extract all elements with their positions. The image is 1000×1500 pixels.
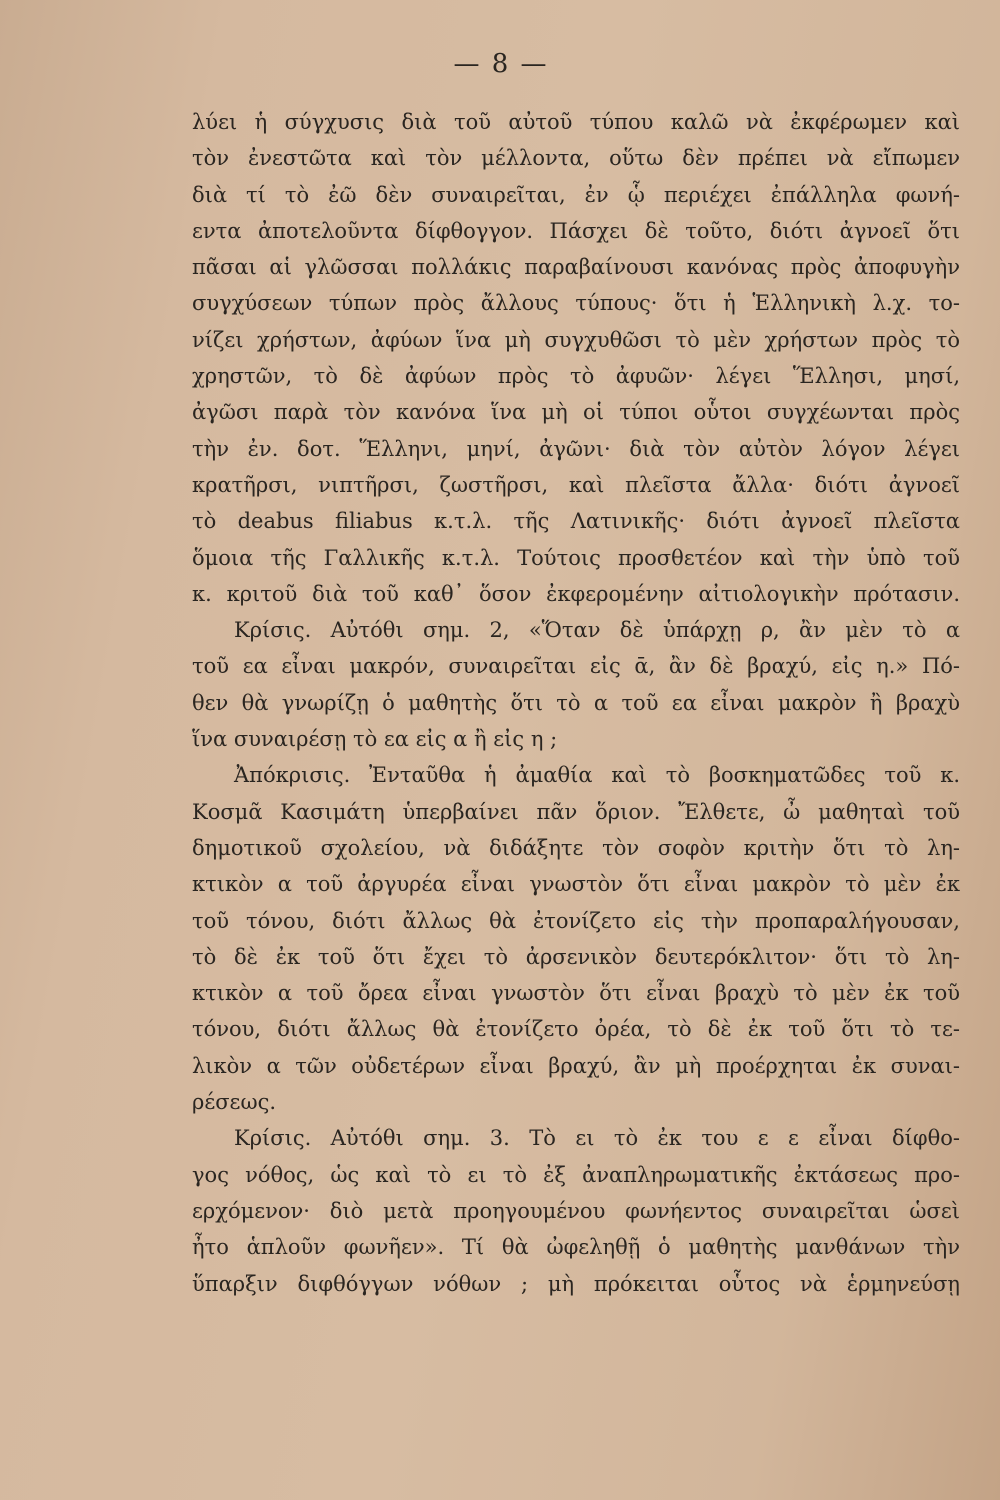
text-line: ἀγῶσι παρὰ τὸν κανόνα ἵνα μὴ οἱ τύποι οὗτοι συγχέωνται πρὸς bbox=[192, 400, 960, 425]
page-number: — 8 — bbox=[453, 49, 549, 79]
text-line: γος νόθος, ὡς καὶ τὸ ει τὸ ἐξ ἀναπληρωματικῆς ἐκτάσεως προ- bbox=[192, 1162, 960, 1187]
text-line: κρατῆρσι, νιπτῆρσι, ζωστῆρσι, καὶ πλεῖστα ἄλλα· διότι ἀγνοεῖ bbox=[192, 472, 960, 497]
text-line: τοῦ εα εἶναι μακρόν, συναιρεῖται εἰς ᾱ, ἂν δὲ βραχύ, εἰς η.» Πό- bbox=[192, 654, 960, 679]
text-line: νίζει χρήστων, ἀφύων ἵνα μὴ συγχυθῶσι τὸ μὲν χρήστων πρὸς τὸ bbox=[192, 327, 960, 352]
text-line: χρηστῶν, τὸ δὲ ἀφύων πρὸς τὸ ἀφυῶν· λέγει Ἕλλησι, μησί, bbox=[192, 364, 960, 389]
text-line: λικὸν α τῶν οὐδετέρων εἶναι βραχύ, ἂν μὴ προέρχηται ἐκ συναι- bbox=[192, 1053, 960, 1078]
text-line: ὕπαρξιν διφθόγγων νόθων ; μὴ πρόκειται οὗτος νὰ ἑρμηνεύσῃ bbox=[192, 1271, 960, 1296]
text-line: Ἀπόκρισις. Ἐνταῦθα ἡ ἀμαθία καὶ τὸ βοσκηματῶδες τοῦ κ. bbox=[234, 763, 960, 788]
body-text bbox=[192, 104, 960, 1302]
text-line: τοῦ τόνου, διότι ἄλλως θὰ ἐτονίζετο εἰς τὴν προπαραλήγουσαν, bbox=[192, 908, 960, 933]
text-line: ἵνα συναιρέσῃ τὸ εα εἰς α ἢ εἰς η ; bbox=[192, 727, 558, 752]
text-line: εντα ἀποτελοῦντα δίφθογγον. Πάσχει δὲ τοῦτο, διότι ἀγνοεῖ ὅτι bbox=[192, 218, 960, 243]
text-line: συγχύσεων τύπων πρὸς ἄλλους τύπους· ὅτι ἡ Ἑλληνικὴ λ.χ. το- bbox=[192, 291, 960, 316]
text-line: Κρίσις. Αὐτόθι σημ. 3. Τὸ ει τὸ ἐκ του ε ε εἶναι δίφθο- bbox=[234, 1126, 960, 1151]
text-line: λύει ἡ σύγχυσις διὰ τοῦ αὐτοῦ τύπου καλῶ νὰ ἐκφέρωμεν καὶ bbox=[192, 110, 960, 134]
text-line: τὸν ἐνεστῶτα καὶ τὸν μέλλοντα, οὕτω δὲν πρέπει νὰ εἴπωμεν bbox=[192, 146, 960, 171]
text-line: πᾶσαι αἱ γλῶσσαι πολλάκις παραβαίνουσι κανόνας πρὸς ἀποφυγὴν bbox=[192, 255, 960, 280]
text-line: διὰ τί τὸ ἐῶ δὲν συναιρεῖται, ἐν ᾧ περιέχει ἐπάλληλα φωνή- bbox=[192, 182, 960, 207]
text-line: ὅμοια τῆς Γαλλικῆς κ.τ.λ. Τούτοις προσθετέον καὶ τὴν ὑπὸ τοῦ bbox=[192, 545, 960, 570]
text-line: κτικὸν α τοῦ ὄρεα εἶναι γνωστὸν ὅτι εἶναι βραχὺ τὸ μὲν ἐκ τοῦ bbox=[192, 981, 960, 1006]
text-line: ρέσεως. bbox=[192, 1090, 276, 1115]
text-line: Κρίσις. Αὐτόθι σημ. 2, «Ὅταν δὲ ὑπάρχῃ ρ, ἂν μὲν τὸ α bbox=[234, 618, 960, 643]
text-line: τὸ deabus filiabus κ.τ.λ. τῆς Λατινικῆς· διότι ἀγνοεῖ πλεῖστα bbox=[192, 509, 960, 534]
text-line: κ. κριτοῦ διὰ τοῦ καθ᾽ ὅσον ἐκφερομένην αἰτιολογικὴν πρότασιν. bbox=[192, 581, 960, 606]
text-line: ἦτο ἁπλοῦν φωνῆεν». Τί θὰ ὠφεληθῇ ὁ μαθητὴς μανθάνων τὴν bbox=[192, 1235, 960, 1260]
text-line: δημοτικοῦ σχολείου, νὰ διδάξητε τὸν σοφὸν κριτὴν ὅτι τὸ λη- bbox=[192, 835, 960, 860]
text-line: τὸ δὲ ἐκ τοῦ ὅτι ἔχει τὸ ἀρσενικὸν δευτερόκλιτον· ὅτι τὸ λη- bbox=[192, 944, 960, 969]
text-line: τὴν ἐν. δοτ. Ἕλληνι, μηνί, ἀγῶνι· διὰ τὸν αὐτὸν λόγον λέγει bbox=[192, 436, 960, 461]
text-line: τόνου, διότι ἄλλως θὰ ἐτονίζετο ὀρέα, τὸ δὲ ἐκ τοῦ ὅτι τὸ τε- bbox=[192, 1017, 960, 1042]
text-line: κτικὸν α τοῦ ἀργυρέα εἶναι γνωστὸν ὅτι εἶναι μακρὸν τὸ μὲν ἐκ bbox=[192, 872, 960, 897]
text-line: ερχόμενον· διὸ μετὰ προηγουμένου φωνήεντος συναιρεῖται ὡσεὶ bbox=[192, 1198, 960, 1223]
text-line: Κοσμᾶ Κασιμάτη ὑπερβαίνει πᾶν ὅριον. Ἔλθετε, ὦ μαθηταὶ τοῦ bbox=[192, 799, 960, 824]
text-line: θεν θὰ γνωρίζῃ ὁ μαθητὴς ὅτι τὸ α τοῦ εα εἶναι μακρὸν ἢ βραχὺ bbox=[192, 690, 960, 715]
